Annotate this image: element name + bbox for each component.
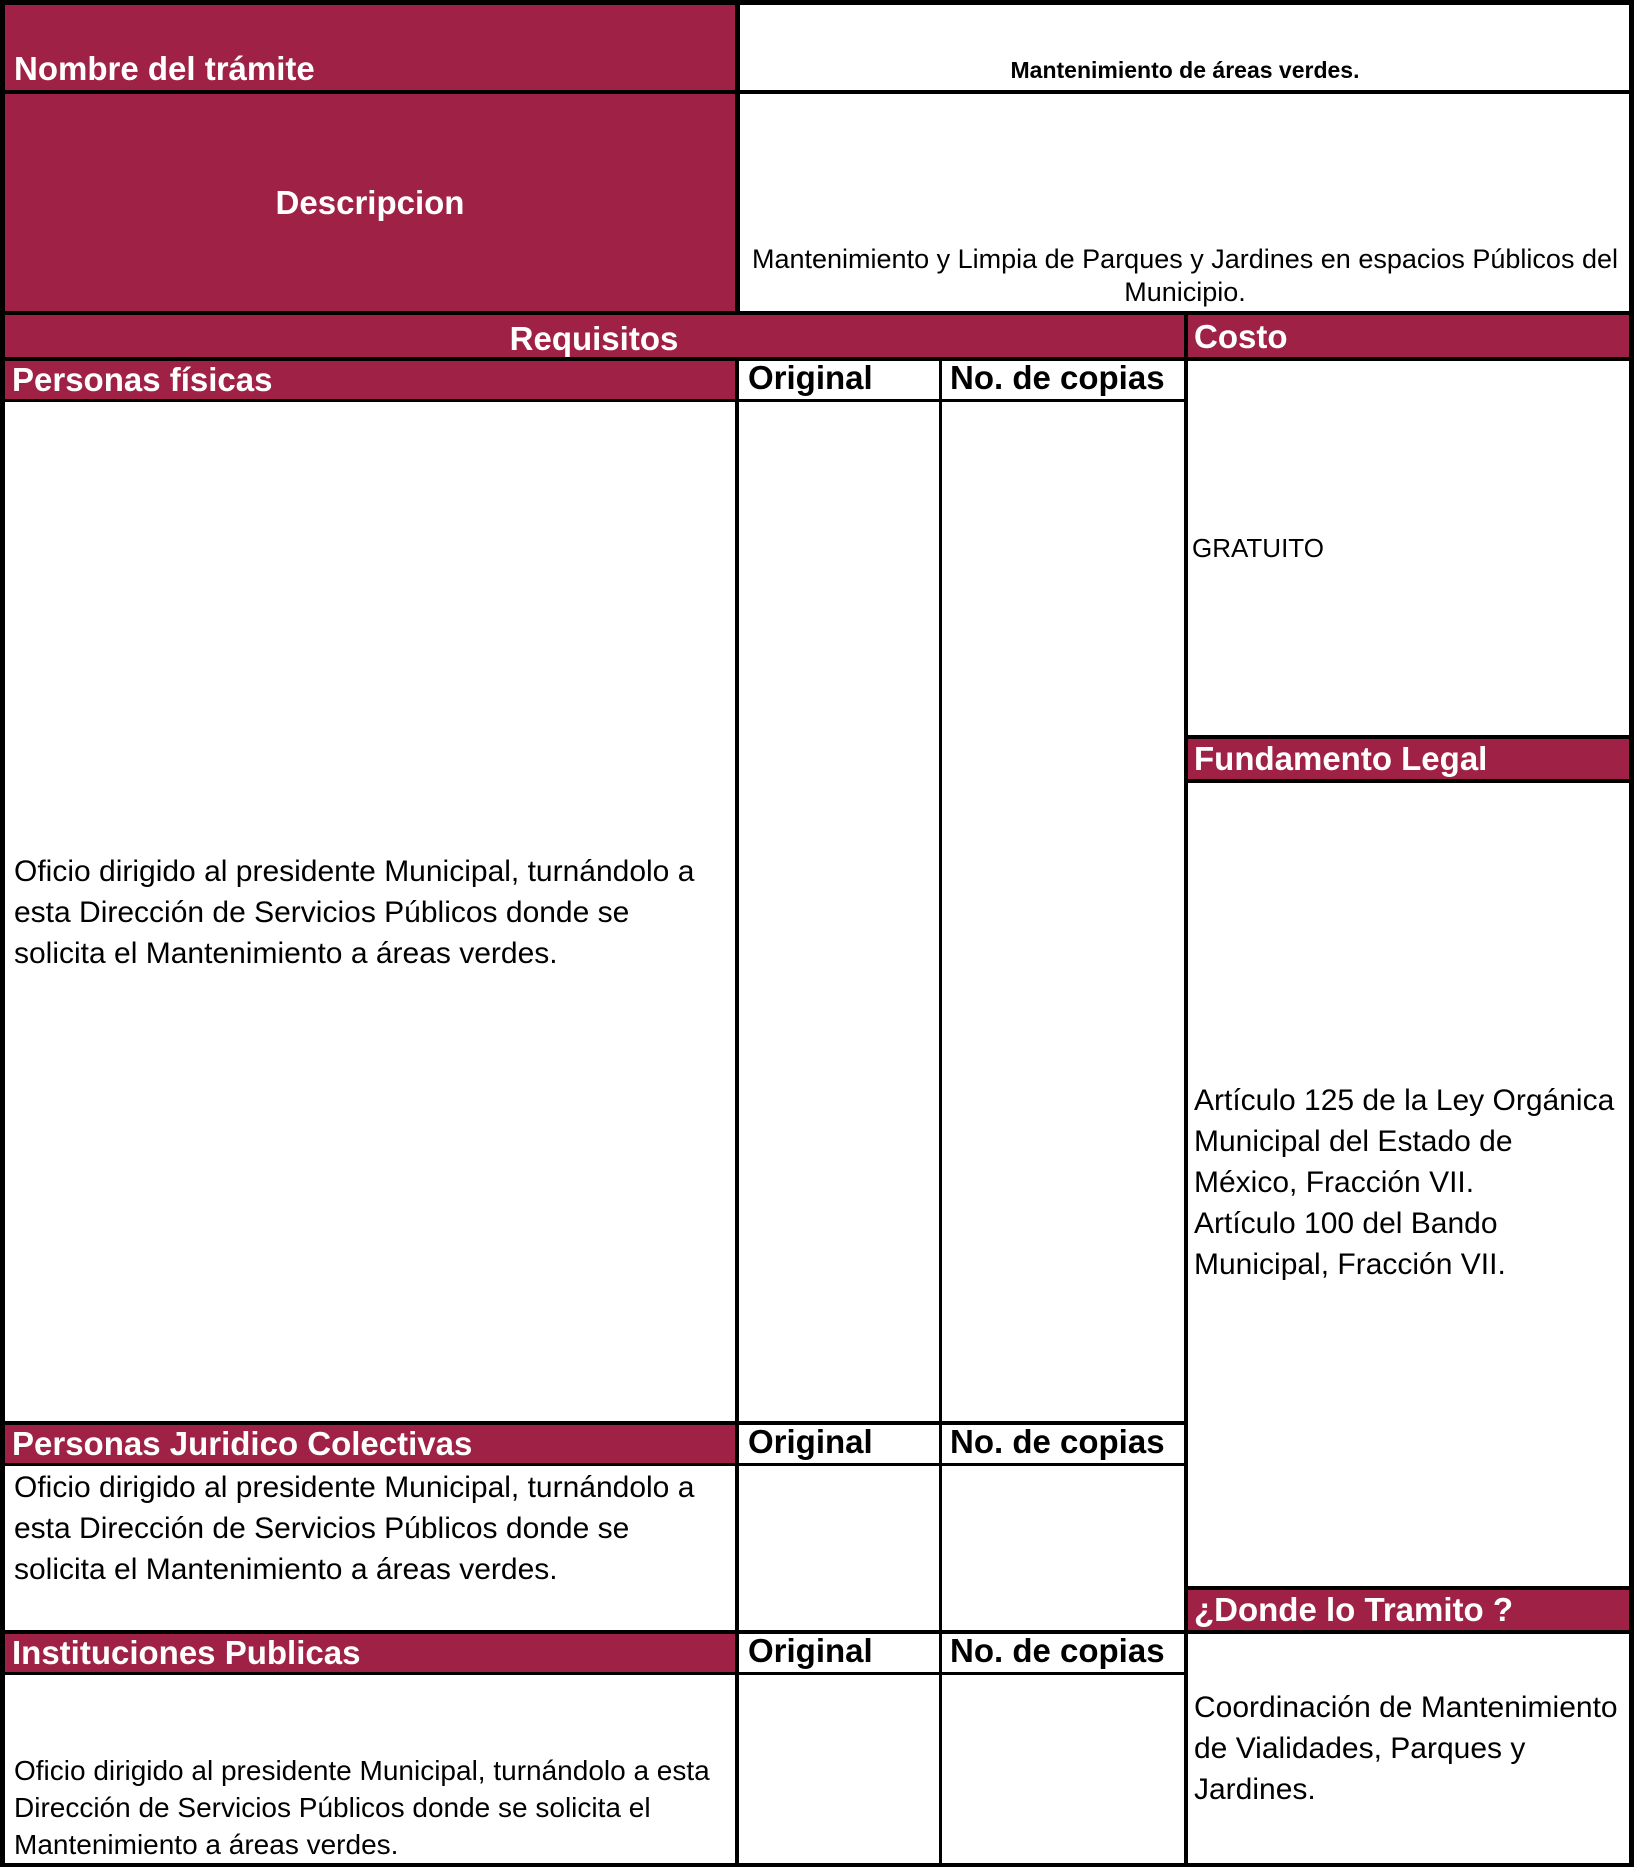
nombre-value: Mantenimiento de áreas verdes. [1010,57,1360,83]
nombre-label: Nombre del trámite [4,4,736,92]
divider [0,399,1186,402]
table-border-bottom [0,1863,1634,1867]
table-border-top [0,0,1634,5]
requirement-text: Oficio dirigido al presidente Municipal, turnándolo a esta Dirección de Servicios Públicos donde se solicita el Mantenimiento a áreas verdes. [14,1471,695,1586]
section-title-personas-juridico-colectivas: Personas Juridico Colectivas [4,1425,736,1463]
section-title-personas-fisicas: Personas físicas [4,361,736,399]
donde-value: Coordinación de Mantenimiento de Vialidades, Parques y Jardines. [1194,1691,1618,1806]
divider [0,1421,1186,1425]
requirement-text: Oficio dirigido al presidente Municipal, turnándolo a esta Dirección de Servicios Públicos donde se solicita el Mantenimiento a áreas verdes. [14,854,695,970]
costo-header: Costo [1188,315,1630,357]
copias-header: No. de copias [942,1425,1184,1463]
divider [1186,779,1634,783]
donde-header: ¿Donde lo Tramito ? [1188,1590,1630,1630]
divider [1186,735,1634,739]
section-title-instituciones-publicas: Instituciones Publicas [4,1634,736,1672]
requisitos-header: Requisitos [4,315,1184,357]
divider [0,357,1634,361]
table-border-left [0,0,5,1867]
divider [735,357,739,1867]
divider [0,1630,1186,1634]
divider [0,90,1634,94]
original-header: Original [740,1425,938,1463]
fundamento-value: Artículo 125 de la Ley Orgánica Municipal del Estado de México, Fracción VII. Artículo 100 del Bando Municipal, Fracción VII. [1194,1084,1615,1281]
original-header: Original [740,1634,938,1672]
divider [939,357,942,1867]
divider [1186,1586,1634,1590]
divider [0,311,1634,315]
divider [0,1463,1186,1466]
divider [735,0,740,315]
original-header: Original [740,361,938,399]
costo-value: GRATUITO [1192,532,1324,563]
divider [0,1672,1186,1675]
copias-header: No. de copias [942,361,1184,399]
descripcion-value: Mantenimiento y Limpia de Parques y Jardines en espacios Públicos del Municipio. [752,244,1618,307]
fundamento-header: Fundamento Legal [1188,739,1630,779]
copias-header: No. de copias [942,1634,1184,1672]
divider [1186,1630,1634,1634]
requirement-text: Oficio dirigido al presidente Municipal, turnándolo a esta Dirección de Servicios Públicos donde se solicita el Mantenimiento a áreas verdes. [14,1755,710,1860]
descripcion-label: Descripcion [4,94,736,311]
divider [1184,315,1188,1867]
